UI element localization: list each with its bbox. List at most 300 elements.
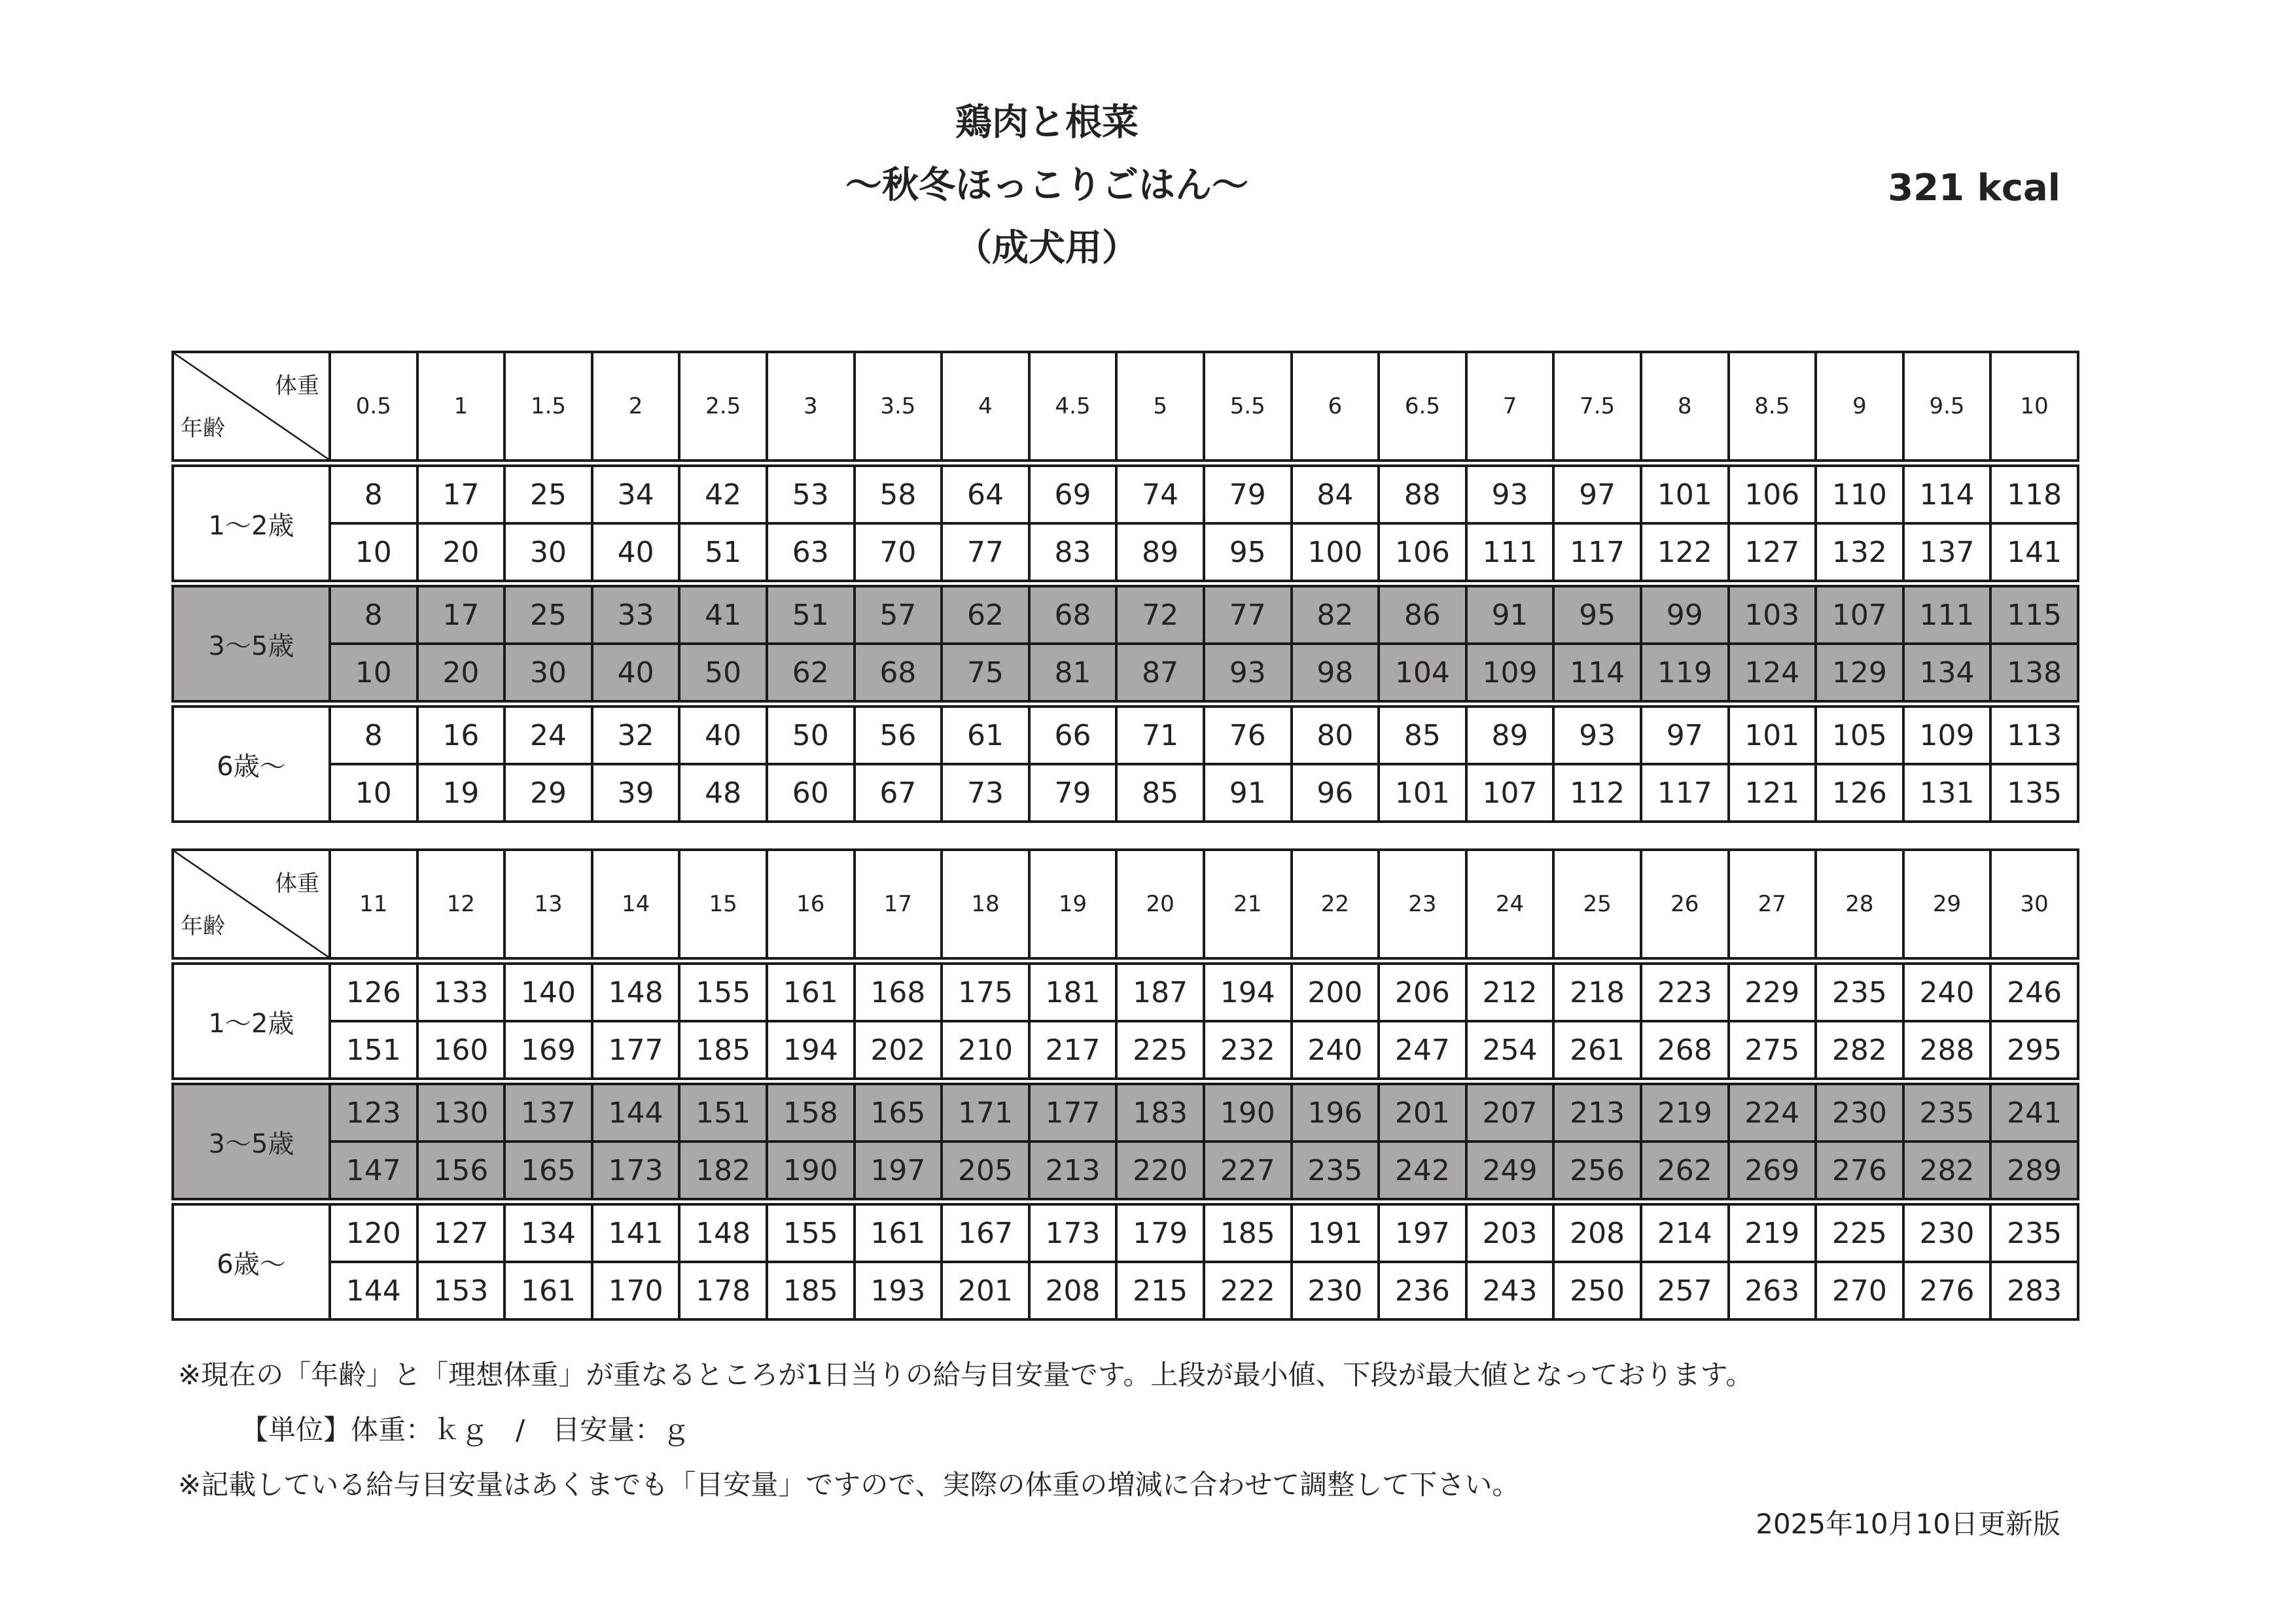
amount-cell: 158	[767, 1081, 855, 1142]
amount-cell: 17	[417, 463, 505, 523]
age-group-cell: 1〜2歳	[173, 961, 330, 1081]
weight-header-cell: 10	[1990, 352, 2078, 463]
amount-cell: 99	[1641, 584, 1729, 644]
amount-cell: 256	[1553, 1142, 1641, 1202]
amount-cell: 218	[1553, 961, 1641, 1021]
amount-cell: 261	[1553, 1021, 1641, 1081]
row-maximum	[173, 764, 2078, 822]
weight-header-cell: 8	[1641, 352, 1729, 463]
amount-cell: 34	[592, 463, 680, 523]
amount-cell: 288	[1903, 1021, 1991, 1081]
amount-cell: 69	[1029, 463, 1117, 523]
amount-cell: 98	[1292, 644, 1379, 704]
amount-cell: 29	[504, 764, 592, 822]
amount-cell: 141	[1990, 523, 2078, 584]
amount-cell: 156	[417, 1142, 505, 1202]
amount-cell: 85	[1116, 764, 1204, 822]
amount-cell: 151	[330, 1021, 417, 1081]
amount-cell: 269	[1729, 1142, 1816, 1202]
amount-cell: 236	[1379, 1262, 1466, 1319]
amount-cell: 79	[1029, 764, 1117, 822]
amount-cell: 126	[1816, 764, 1903, 822]
row-minimum	[173, 961, 2078, 1021]
amount-cell: 83	[1029, 523, 1117, 584]
amount-cell: 74	[1116, 463, 1204, 523]
amount-cell: 97	[1641, 704, 1729, 764]
feeding-table-small	[171, 351, 2079, 823]
corner-cell	[173, 850, 330, 961]
weight-header-cell: 1.5	[504, 352, 592, 463]
amount-cell: 50	[767, 704, 855, 764]
amount-cell: 207	[1466, 1081, 1554, 1142]
amount-cell: 177	[1029, 1081, 1117, 1142]
amount-cell: 257	[1641, 1262, 1729, 1319]
amount-cell: 144	[592, 1081, 680, 1142]
amount-cell: 68	[855, 644, 942, 704]
amount-cell: 242	[1379, 1142, 1466, 1202]
amount-cell: 185	[1204, 1202, 1292, 1262]
recipe-target: （成犬用）	[955, 227, 1139, 270]
amount-cell: 60	[767, 764, 855, 822]
amount-cell: 185	[679, 1021, 767, 1081]
weight-header-cell: 5	[1116, 352, 1204, 463]
amount-cell: 124	[1729, 644, 1816, 704]
weight-header-cell: 8.5	[1729, 352, 1816, 463]
amount-cell: 235	[1990, 1202, 2078, 1262]
amount-cell: 101	[1729, 704, 1816, 764]
amount-cell: 30	[504, 644, 592, 704]
weight-header-cell: 19	[1029, 850, 1117, 961]
weight-header-cell: 6.5	[1379, 352, 1466, 463]
weight-header-cell: 11	[330, 850, 417, 961]
amount-cell: 134	[504, 1202, 592, 1262]
amount-cell: 214	[1641, 1202, 1729, 1262]
updated-date: 2025年10月10日更新版	[1756, 1508, 2060, 1540]
amount-cell: 229	[1729, 961, 1816, 1021]
amount-cell: 151	[679, 1081, 767, 1142]
weight-header-cell: 26	[1641, 850, 1729, 961]
amount-cell: 161	[855, 1202, 942, 1262]
amount-cell: 147	[330, 1142, 417, 1202]
amount-cell: 144	[330, 1262, 417, 1319]
amount-cell: 53	[767, 463, 855, 523]
amount-cell: 168	[855, 961, 942, 1021]
amount-cell: 81	[1029, 644, 1117, 704]
amount-cell: 141	[592, 1202, 680, 1262]
amount-cell: 190	[1204, 1081, 1292, 1142]
amount-cell: 121	[1729, 764, 1816, 822]
amount-cell: 88	[1379, 463, 1466, 523]
amount-cell: 33	[592, 584, 680, 644]
amount-cell: 107	[1816, 584, 1903, 644]
amount-cell: 56	[855, 704, 942, 764]
amount-cell: 137	[504, 1081, 592, 1142]
row-maximum	[173, 1262, 2078, 1319]
row-maximum	[173, 1021, 2078, 1081]
weight-header-cell: 18	[942, 850, 1029, 961]
amount-cell: 72	[1116, 584, 1204, 644]
amount-cell: 205	[942, 1142, 1029, 1202]
amount-cell: 61	[942, 704, 1029, 764]
weight-header-cell: 27	[1729, 850, 1816, 961]
amount-cell: 160	[417, 1021, 505, 1081]
amount-cell: 173	[592, 1142, 680, 1202]
amount-cell: 270	[1816, 1262, 1903, 1319]
amount-cell: 106	[1729, 463, 1816, 523]
amount-cell: 41	[679, 584, 767, 644]
amount-cell: 179	[1116, 1202, 1204, 1262]
amount-cell: 254	[1466, 1021, 1554, 1081]
corner-cell	[173, 352, 330, 463]
amount-cell: 219	[1641, 1081, 1729, 1142]
amount-cell: 201	[1379, 1081, 1466, 1142]
amount-cell: 117	[1641, 764, 1729, 822]
age-group-cell: 6歳〜	[173, 704, 330, 822]
weight-header-cell: 16	[767, 850, 855, 961]
amount-cell: 240	[1903, 961, 1991, 1021]
amount-cell: 77	[942, 523, 1029, 584]
weight-header-cell: 17	[855, 850, 942, 961]
amount-cell: 118	[1990, 463, 2078, 523]
amount-cell: 212	[1466, 961, 1554, 1021]
amount-cell: 175	[942, 961, 1029, 1021]
amount-cell: 51	[679, 523, 767, 584]
amount-cell: 129	[1816, 644, 1903, 704]
amount-cell: 200	[1292, 961, 1379, 1021]
note-how-to-read: ※現在の「年齢」と「理想体重」が重なるところが1日当りの給与目安量です。上段が最小値、下段が最大値となっております。	[178, 1359, 1754, 1391]
weight-header-cell: 6	[1292, 352, 1379, 463]
amount-cell: 64	[942, 463, 1029, 523]
amount-cell: 134	[1903, 644, 1991, 704]
weight-header-cell: 28	[1816, 850, 1903, 961]
amount-cell: 122	[1641, 523, 1729, 584]
amount-cell: 104	[1379, 644, 1466, 704]
amount-cell: 235	[1903, 1081, 1991, 1142]
amount-cell: 16	[417, 704, 505, 764]
amount-cell: 283	[1990, 1262, 2078, 1319]
amount-cell: 51	[767, 584, 855, 644]
amount-cell: 161	[767, 961, 855, 1021]
amount-cell: 202	[855, 1021, 942, 1081]
amount-cell: 282	[1903, 1142, 1991, 1202]
recipe-title: 鶏肉と根菜	[955, 101, 1139, 144]
amount-cell: 170	[592, 1262, 680, 1319]
amount-cell: 93	[1204, 644, 1292, 704]
amount-cell: 130	[417, 1081, 505, 1142]
amount-cell: 217	[1029, 1021, 1117, 1081]
amount-cell: 178	[679, 1262, 767, 1319]
age-group-cell: 1〜2歳	[173, 463, 330, 584]
age-axis-label: 年齢	[181, 415, 225, 442]
weight-header-cell: 5.5	[1204, 352, 1292, 463]
amount-cell: 93	[1553, 704, 1641, 764]
amount-cell: 126	[330, 961, 417, 1021]
title-block	[752, 92, 1341, 280]
note-disclaimer: ※記載している給与目安量はあくまでも「目安量」ですので、実際の体重の増減に合わせて調整して下さい。	[178, 1469, 1520, 1501]
amount-cell: 173	[1029, 1202, 1117, 1262]
amount-cell: 246	[1990, 961, 2078, 1021]
weight-header-cell: 4	[942, 352, 1029, 463]
amount-cell: 196	[1292, 1081, 1379, 1142]
age-group-cell: 6歳〜	[173, 1202, 330, 1319]
amount-cell: 119	[1641, 644, 1729, 704]
amount-cell: 111	[1903, 584, 1991, 644]
row-minimum	[173, 704, 2078, 764]
amount-cell: 148	[592, 961, 680, 1021]
amount-cell: 135	[1990, 764, 2078, 822]
amount-cell: 132	[1816, 523, 1903, 584]
amount-cell: 191	[1292, 1202, 1379, 1262]
amount-cell: 42	[679, 463, 767, 523]
amount-cell: 194	[767, 1021, 855, 1081]
amount-cell: 138	[1990, 644, 2078, 704]
amount-cell: 101	[1641, 463, 1729, 523]
amount-cell: 105	[1816, 704, 1903, 764]
amount-cell: 230	[1292, 1262, 1379, 1319]
amount-cell: 120	[330, 1202, 417, 1262]
amount-cell: 208	[1553, 1202, 1641, 1262]
row-minimum	[173, 1202, 2078, 1262]
amount-cell: 182	[679, 1142, 767, 1202]
recipe-subtitle: 〜秋冬ほっこりごはん〜	[845, 164, 1248, 207]
amount-cell: 247	[1379, 1021, 1466, 1081]
amount-cell: 155	[679, 961, 767, 1021]
feeding-table-large	[171, 848, 2079, 1321]
weight-header-cell: 15	[679, 850, 767, 961]
amount-cell: 263	[1729, 1262, 1816, 1319]
amount-cell: 95	[1204, 523, 1292, 584]
amount-cell: 86	[1379, 584, 1466, 644]
amount-cell: 240	[1292, 1021, 1379, 1081]
amount-cell: 222	[1204, 1262, 1292, 1319]
amount-cell: 8	[330, 463, 417, 523]
weight-header-cell: 4.5	[1029, 352, 1117, 463]
amount-cell: 32	[592, 704, 680, 764]
amount-cell: 249	[1466, 1142, 1554, 1202]
amount-cell: 10	[330, 764, 417, 822]
weight-header-cell: 7	[1466, 352, 1554, 463]
amount-cell: 230	[1903, 1202, 1991, 1262]
amount-cell: 62	[942, 584, 1029, 644]
amount-cell: 213	[1029, 1142, 1117, 1202]
amount-cell: 10	[330, 644, 417, 704]
amount-cell: 93	[1466, 463, 1554, 523]
weight-header-cell: 3.5	[855, 352, 942, 463]
amount-cell: 155	[767, 1202, 855, 1262]
weight-header-cell: 21	[1204, 850, 1292, 961]
amount-cell: 235	[1292, 1142, 1379, 1202]
amount-cell: 80	[1292, 704, 1379, 764]
amount-cell: 268	[1641, 1021, 1729, 1081]
amount-cell: 112	[1553, 764, 1641, 822]
amount-cell: 66	[1029, 704, 1117, 764]
amount-cell: 127	[1729, 523, 1816, 584]
amount-cell: 84	[1292, 463, 1379, 523]
amount-cell: 107	[1466, 764, 1554, 822]
amount-cell: 235	[1816, 961, 1903, 1021]
amount-cell: 206	[1379, 961, 1466, 1021]
calorie-label: 321 kcal	[1888, 167, 2060, 209]
amount-cell: 20	[417, 644, 505, 704]
weight-header-cell: 1	[417, 352, 505, 463]
amount-cell: 58	[855, 463, 942, 523]
amount-cell: 276	[1903, 1262, 1991, 1319]
amount-cell: 70	[855, 523, 942, 584]
amount-cell: 87	[1116, 644, 1204, 704]
amount-cell: 39	[592, 764, 680, 822]
amount-cell: 17	[417, 584, 505, 644]
amount-cell: 95	[1553, 584, 1641, 644]
notes	[178, 1348, 1753, 1512]
amount-cell: 194	[1204, 961, 1292, 1021]
amount-cell: 97	[1553, 463, 1641, 523]
amount-cell: 225	[1116, 1021, 1204, 1081]
amount-cell: 177	[592, 1021, 680, 1081]
weight-header-cell: 12	[417, 850, 505, 961]
amount-cell: 197	[1379, 1202, 1466, 1262]
weight-header-cell: 14	[592, 850, 680, 961]
amount-cell: 57	[855, 584, 942, 644]
amount-cell: 167	[942, 1202, 1029, 1262]
amount-cell: 114	[1553, 644, 1641, 704]
amount-cell: 219	[1729, 1202, 1816, 1262]
amount-cell: 148	[679, 1202, 767, 1262]
amount-cell: 91	[1204, 764, 1292, 822]
weight-header-cell: 2	[592, 352, 680, 463]
weight-header-cell: 25	[1553, 850, 1641, 961]
amount-cell: 289	[1990, 1142, 2078, 1202]
weight-header-cell: 0.5	[330, 352, 417, 463]
amount-cell: 232	[1204, 1021, 1292, 1081]
amount-cell: 131	[1903, 764, 1991, 822]
amount-cell: 106	[1379, 523, 1466, 584]
amount-cell: 133	[417, 961, 505, 1021]
amount-cell: 82	[1292, 584, 1379, 644]
amount-cell: 111	[1466, 523, 1554, 584]
amount-cell: 220	[1116, 1142, 1204, 1202]
weight-header-cell: 9.5	[1903, 352, 1991, 463]
amount-cell: 137	[1903, 523, 1991, 584]
amount-cell: 165	[504, 1142, 592, 1202]
amount-cell: 187	[1116, 961, 1204, 1021]
amount-cell: 73	[942, 764, 1029, 822]
amount-cell: 8	[330, 704, 417, 764]
amount-cell: 40	[592, 644, 680, 704]
amount-cell: 103	[1729, 584, 1816, 644]
amount-cell: 40	[592, 523, 680, 584]
amount-cell: 276	[1816, 1142, 1903, 1202]
row-maximum	[173, 523, 2078, 584]
amount-cell: 140	[504, 961, 592, 1021]
amount-cell: 165	[855, 1081, 942, 1142]
age-axis-label: 年齢	[181, 913, 225, 939]
weight-axis-label: 体重	[275, 373, 319, 399]
amount-cell: 183	[1116, 1081, 1204, 1142]
amount-cell: 63	[767, 523, 855, 584]
amount-cell: 115	[1990, 584, 2078, 644]
weight-header-cell: 30	[1990, 850, 2078, 961]
amount-cell: 25	[504, 584, 592, 644]
amount-cell: 109	[1466, 644, 1554, 704]
amount-cell: 114	[1903, 463, 1991, 523]
amount-cell: 275	[1729, 1021, 1816, 1081]
row-maximum	[173, 1142, 2078, 1202]
amount-cell: 243	[1466, 1262, 1554, 1319]
weight-axis-label: 体重	[275, 871, 319, 897]
amount-cell: 77	[1204, 584, 1292, 644]
amount-cell: 67	[855, 764, 942, 822]
amount-cell: 89	[1116, 523, 1204, 584]
amount-cell: 20	[417, 523, 505, 584]
amount-cell: 25	[504, 463, 592, 523]
amount-cell: 241	[1990, 1081, 2078, 1142]
amount-cell: 224	[1729, 1081, 1816, 1142]
amount-cell: 227	[1204, 1142, 1292, 1202]
amount-cell: 282	[1816, 1021, 1903, 1081]
amount-cell: 223	[1641, 961, 1729, 1021]
amount-cell: 123	[330, 1081, 417, 1142]
weight-header-cell: 9	[1816, 352, 1903, 463]
amount-cell: 89	[1466, 704, 1554, 764]
amount-cell: 185	[767, 1262, 855, 1319]
amount-cell: 193	[855, 1262, 942, 1319]
amount-cell: 171	[942, 1081, 1029, 1142]
weight-header-cell: 13	[504, 850, 592, 961]
amount-cell: 40	[679, 704, 767, 764]
amount-cell: 91	[1466, 584, 1554, 644]
amount-cell: 85	[1379, 704, 1466, 764]
amount-cell: 76	[1204, 704, 1292, 764]
amount-cell: 230	[1816, 1081, 1903, 1142]
header-row	[173, 352, 2078, 463]
amount-cell: 68	[1029, 584, 1117, 644]
amount-cell: 169	[504, 1021, 592, 1081]
amount-cell: 153	[417, 1262, 505, 1319]
amount-cell: 30	[504, 523, 592, 584]
amount-cell: 203	[1466, 1202, 1554, 1262]
amount-cell: 201	[942, 1262, 1029, 1319]
amount-cell: 295	[1990, 1021, 2078, 1081]
amount-cell: 50	[679, 644, 767, 704]
note-units: 【単位】体重：ｋｇ / 目安量：ｇ	[241, 1414, 690, 1446]
amount-cell: 161	[504, 1262, 592, 1319]
weight-header-cell: 7.5	[1553, 352, 1641, 463]
weight-header-cell: 3	[767, 352, 855, 463]
amount-cell: 190	[767, 1142, 855, 1202]
weight-header-cell: 22	[1292, 850, 1379, 961]
amount-cell: 75	[942, 644, 1029, 704]
amount-cell: 181	[1029, 961, 1117, 1021]
amount-cell: 215	[1116, 1262, 1204, 1319]
row-minimum	[173, 1081, 2078, 1142]
amount-cell: 262	[1641, 1142, 1729, 1202]
amount-cell: 100	[1292, 523, 1379, 584]
amount-cell: 71	[1116, 704, 1204, 764]
amount-cell: 127	[417, 1202, 505, 1262]
row-maximum	[173, 644, 2078, 704]
amount-cell: 8	[330, 584, 417, 644]
amount-cell: 208	[1029, 1262, 1117, 1319]
weight-header-cell: 24	[1466, 850, 1554, 961]
amount-cell: 101	[1379, 764, 1466, 822]
amount-cell: 10	[330, 523, 417, 584]
amount-cell: 113	[1990, 704, 2078, 764]
amount-cell: 62	[767, 644, 855, 704]
weight-header-cell: 23	[1379, 850, 1466, 961]
row-minimum	[173, 584, 2078, 644]
amount-cell: 197	[855, 1142, 942, 1202]
age-group-cell: 3〜5歳	[173, 1081, 330, 1202]
